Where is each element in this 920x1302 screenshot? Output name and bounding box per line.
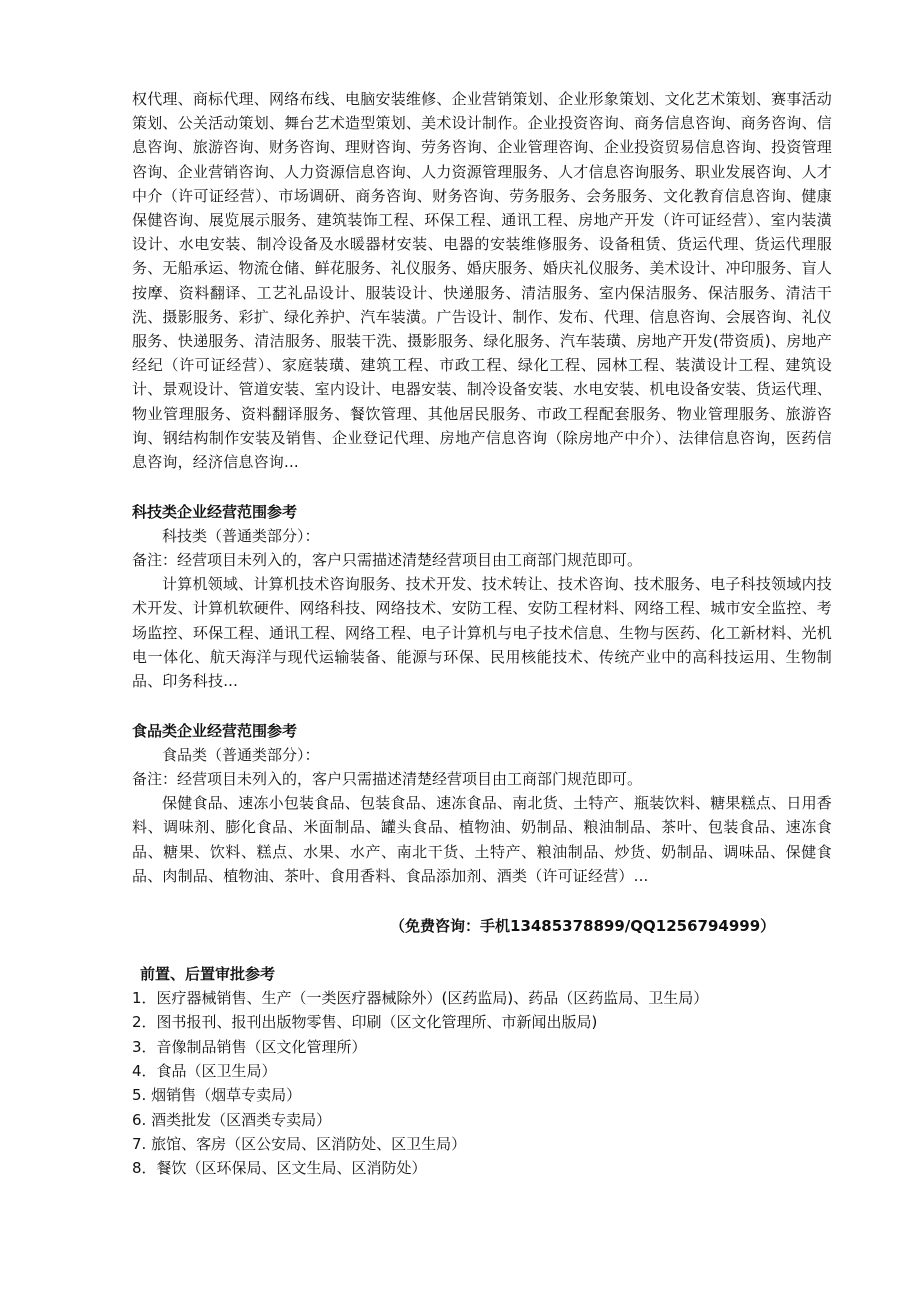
tech-note: 备注：经营项目未列入的，客户只需描述清楚经营项目由工商部门规范即可。 [132, 551, 643, 570]
approval-item: 3．音像制品销售（区文化管理所） [132, 1037, 367, 1056]
approval-item: 2．图书报刊、报刊出版物零售、印刷（区文化管理所、市新闻出版局) [132, 1013, 598, 1032]
tech-body: 计算机领域、计算机技术咨询服务、技术开发、技术转让、技术咨询、技术服务、电子科技领域内技术开发、计算机软硬件、网络科技、网络技术、安防工程、安防工程材料、网络工程、城市安全监控、考场监控、环保工程、通讯工程、网络工程、电子计算机与电子技术信息、生物与医药、化工新材料、光机电一体化、航天海洋与现代运输装备、能源与环保、民用核能技术、传统产业中的高科技运用、生物制品、印务科技... [132, 575, 832, 691]
tech-section [132, 500, 832, 693]
spacer [132, 474, 832, 500]
approval-heading: 前置、后置审批参考 [140, 965, 276, 984]
business-scope-paragraph: 权代理、商标代理、网络布线、电脑安装维修、企业营销策划、企业形象策划、文化艺术策划、赛事活动策划、公关活动策划、舞台艺术造型策划、美术设计制作。企业投资咨询、商务信息咨询、商务咨询、信息咨询、旅游咨询、财务咨询、理财咨询、劳务咨询、企业管理咨询、企业投资贸易信息咨询、投资管理咨询、企业营销咨询、人力资源信息咨询、人力资源管理服务、人才信息咨询服务、职业发展咨询、人才中介（许可证经营）、市场调研、商务咨询、财务咨询、劳务服务、会务服务、文化教育信息咨询、健康保健咨询、展览展示服务、建筑装饰工程、环保工程、通讯工程、房地产开发（许可证经营）、室内装潢设计、水电安装、制冷设备及水暖器材安装、电器的安装维修服务、设备租赁、货运代理、货运代理服务、无船承运、物流仓储、鲜花服务、礼仪服务、婚庆服务、婚庆礼仪服务、美术设计、冲印服务、盲人按摩、资料翻译、工艺礼品设计、服装设计、快递服务、清洁服务、室内保洁服务、保洁服务、清洁干洗、摄影服务、彩扩、绿化养护、汽车装潢。广告设计、制作、发布、代理、信息咨询、会展咨询、礼仪服务、快递服务、清洁服务、服装干洗、摄影服务、绿化服务、汽车装璜、房地产开发(带资质)、房地产经纪（许可证经营）、家庭装璜、建筑工程、市政工程、绿化工程、园林工程、装潢设计工程、建筑设计、景观设计、管道安装、室内设计、电器安装、制冷设备安装、水电安装、机电设备安装、货运代理、物业管理服务、资料翻译服务、餐饮管理、其他居民服务、市政工程配套服务、物业管理服务、旅游咨询、钢结构制作安装及销售、企业登记代理、房地产信息咨询（除房地产中介）、法律信息咨询，医药信息咨询，经济信息咨询... [132, 90, 832, 472]
approval-item: 4．食品（区卫生局） [132, 1061, 277, 1080]
tech-subheading: 科技类（普通类部分）： [162, 527, 320, 546]
approval-item: 5. 烟销售（烟草专卖局） [132, 1086, 302, 1105]
tech-heading: 科技类企业经营范围参考 [132, 503, 298, 522]
approval-section [132, 962, 832, 1180]
approval-list [132, 986, 832, 1180]
food-note: 备注：经营项目未列入的，客户只需描述清楚经营项目由工商部门规范即可。 [132, 770, 643, 789]
approval-item: 1．医疗器械销售、生产（一类医疗器械除外）(区药监局)、药品（区药监局、卫生局） [132, 989, 709, 1008]
free-consultation-contact: （免费咨询：手机13485378899/QQ1256794999） [390, 917, 776, 936]
approval-item: 7. 旅馆、客房（区公安局、区消防处、区卫生局） [132, 1134, 467, 1153]
food-section [132, 719, 832, 888]
approval-item: 6. 酒类批发（区酒类专卖局） [132, 1110, 332, 1129]
document-page [132, 87, 832, 1180]
food-body: 保健食品、速冻小包装食品、包装食品、速冻食品、南北货、土特产、瓶装饮料、糖果糕点、日用香料、调味剂、膨化食品、米面制品、罐头食品、植物油、奶制品、粮油制品、茶叶、包装食品、速冻食品、糖果、饮料、糕点、水果、水产、南北干货、土特产、粮油制品、炒货、奶制品、调味品、保健食品、肉制品、植物油、茶叶、食用香料、食品添加剂、酒类（许可证经营）... [132, 794, 832, 885]
approval-item: 8．餐饮（区环保局、区文生局、区消防处） [132, 1159, 427, 1178]
food-subheading: 食品类（普通类部分）： [162, 746, 320, 765]
spacer [132, 938, 832, 962]
spacer [132, 888, 832, 914]
spacer [132, 693, 832, 719]
food-heading: 食品类企业经营范围参考 [132, 722, 298, 741]
